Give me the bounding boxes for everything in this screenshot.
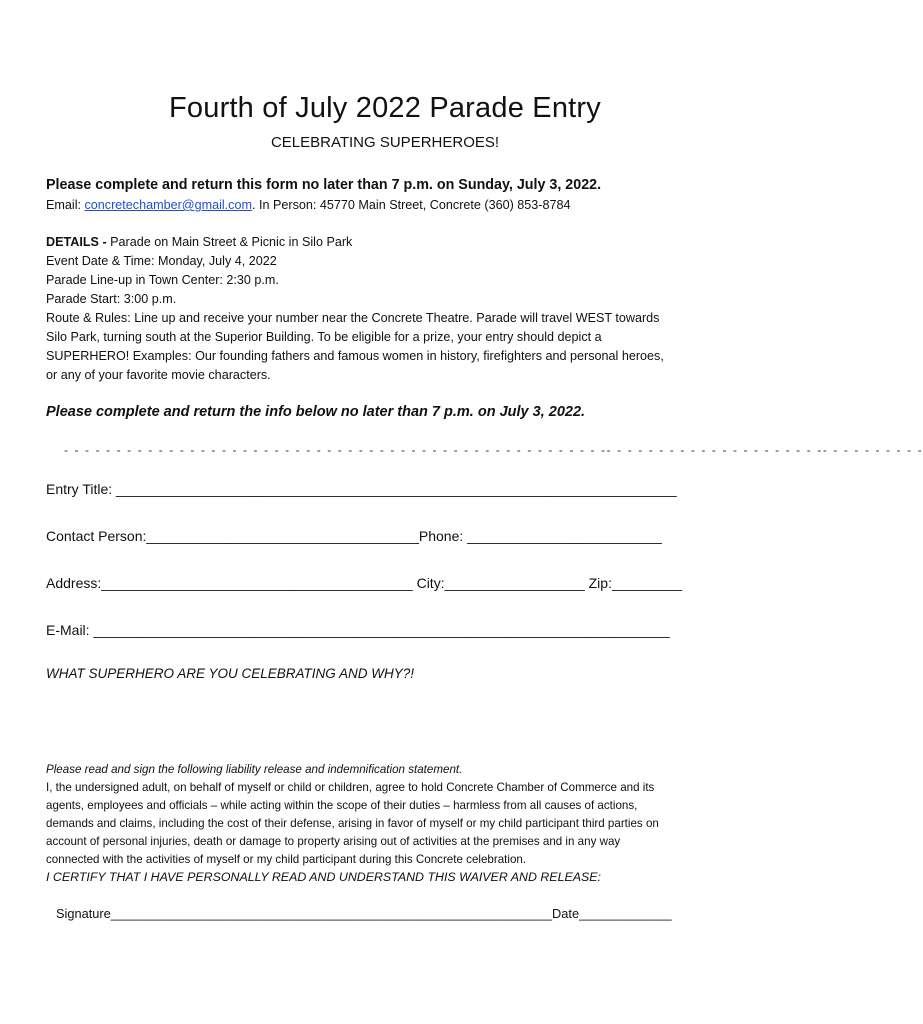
details-summary (46, 235, 352, 249)
certify-statement: I CERTIFY THAT I HAVE PERSONALLY READ AND UNDERSTAND THIS WAIVER AND RELEASE: (46, 870, 601, 884)
email-link[interactable]: concretechamber@gmail.com (84, 198, 252, 212)
route-line: SUPERHERO! Examples: Our founding fathers and famous women in history, firefighters and personal heroes, (46, 349, 664, 363)
cut-line-divider: - - - - - - - - - - - - - - - - - - - - - - - - - - - - - - - - - - - - - - - - - - - - - - - - - - - -- - - - - - - - - - - - - - - - - - - - -- - - - - - - - - - (64, 443, 923, 457)
release-intro: Please read and sign the following liability release and indemnification statement. (46, 763, 463, 776)
route-line: or any of your favorite movie characters. (46, 368, 271, 382)
info-deadline: Please complete and return the info below no later than 7 p.m. on July 3, 2022. (46, 404, 586, 420)
release-line: connected with the activities of myself or my child participant during this Concrete celebration. (46, 853, 527, 866)
details-summary-text: Parade on Main Street & Picnic in Silo Park (110, 235, 353, 249)
details-label: DETAILS - (46, 235, 111, 249)
contact-line (46, 198, 571, 212)
email-label: Email: (46, 198, 85, 212)
start-time: Parade Start: 3:00 p.m. (46, 292, 177, 306)
release-line: demands and claims, including the cost of their defense, arising in favor of myself or my child participant third parties on (46, 817, 659, 830)
entry-title-field[interactable]: Entry Title: ________________________________________________________________________ (46, 481, 677, 497)
release-line: account of personal injuries, death or damage to property arising out of activities at the premises and in any way (46, 835, 621, 848)
page-subtitle: CELEBRATING SUPERHEROES! (270, 134, 500, 151)
superhero-question: WHAT SUPERHERO ARE YOU CELEBRATING AND WHY?! (46, 666, 415, 681)
release-line: I, the undersigned adult, on behalf of myself or child or children, agree to hold Concrete Chamber of Commerce and its (46, 781, 655, 794)
signature-date-line[interactable]: Signature______________________________________________________________Date_____________ (56, 906, 672, 921)
page-title: Fourth of July 2022 Parade Entry (169, 92, 601, 124)
contact-phone-field[interactable]: Contact Person:___________________________________Phone: _________________________ (46, 528, 662, 544)
route-line: Route & Rules: Line up and receive your number near the Concrete Theatre. Parade will travel WEST towards (46, 311, 660, 325)
email-field[interactable]: E-Mail: __________________________________________________________________________ (46, 622, 670, 638)
address-field[interactable]: Address:________________________________________ City:__________________ Zip:_________ (46, 575, 683, 591)
release-line: agents, employees and officials – while acting within the scope of their duties – harmless from all causes of actions, (46, 799, 638, 812)
deadline-notice: Please complete and return this form no later than 7 p.m. on Sunday, July 3, 2022. (46, 177, 602, 193)
in-person-text: . In Person: 45770 Main Street, Concrete (360) 853-8784 (251, 198, 571, 212)
lineup-time: Parade Line-up in Town Center: 2:30 p.m. (46, 273, 279, 287)
route-line: Silo Park, turning south at the Superior Building. To be eligible for a prize, your entry should depict a (46, 330, 602, 344)
event-date: Event Date & Time: Monday, July 4, 2022 (46, 254, 277, 268)
